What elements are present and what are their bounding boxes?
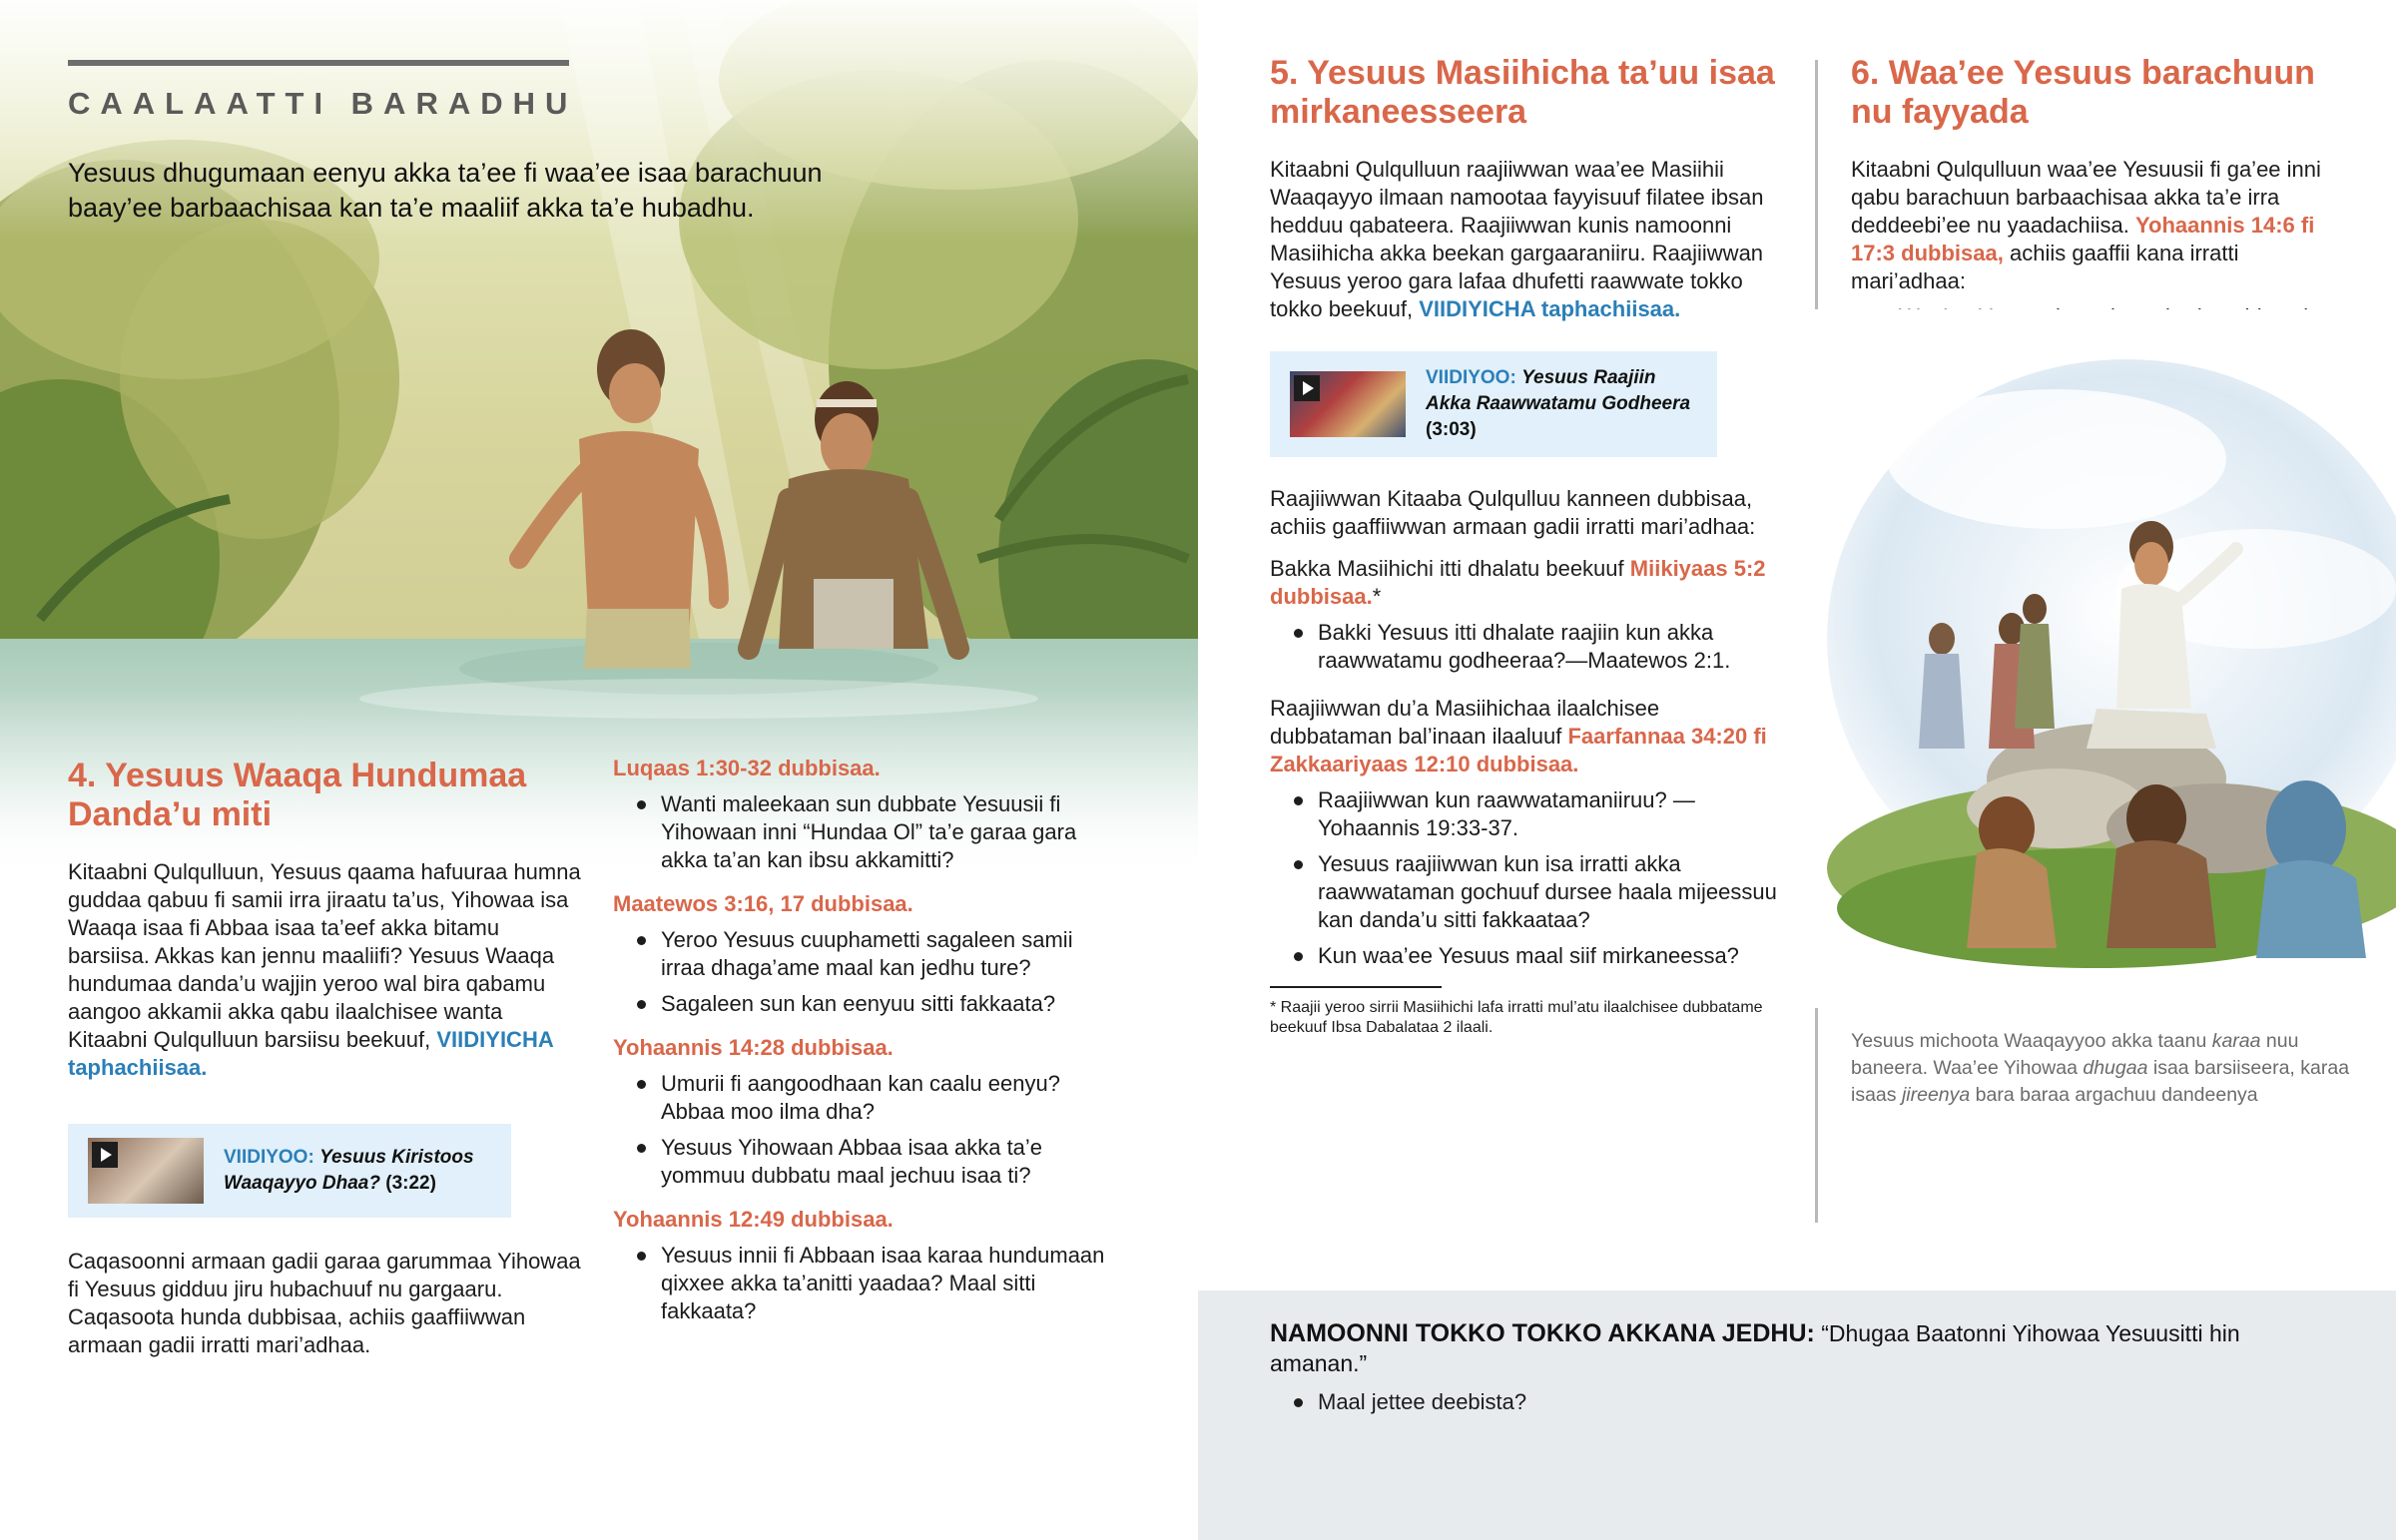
scripture-ref: Yohaannis 14:28 dubbisaa. — [613, 1035, 894, 1060]
some-people-say-box — [1198, 1290, 2396, 1540]
question-item: Yesuus Yihowaan Abbaa isaa akka ta’e yommuu dubbatu maal jechuu isaa ti? — [613, 1134, 1112, 1190]
section-6-body — [1851, 156, 2350, 295]
question-item: Wanti maleekaan sun dubbate Yesuusii fi Yihowaan inni “Hundaa Ol” ta’e garaa gara akka ta’an kan ibsu akkamitti? — [613, 790, 1112, 874]
question-item: Umurii fi aangoodhaan kan caalu eenyu? Abbaa moo ilma dha? — [613, 1070, 1112, 1126]
question-list — [613, 1242, 1112, 1325]
question-item: Maal jettee deebista? — [1270, 1388, 2268, 1416]
section-5-para2: Raajiiwwan Kitaaba Qulqulluu kanneen dubbisaa, achiis gaaffiiwwan armaan gadii irratti mari’adhaa: — [1270, 486, 1756, 539]
right-page — [1198, 0, 2396, 1540]
lesson-kicker: CAALAATTI BARADHU — [68, 86, 578, 121]
video-card-prophecy[interactable] — [1270, 351, 1717, 457]
scripture-ref: Yohaannis 12:49 dubbisaa. — [613, 1207, 894, 1232]
section-4-title: 4. Yesuus Waaqa Hundumaa Danda’u miti — [68, 757, 527, 833]
question-item: Yesuus innii fi Abbaan isaa karaa hundumaan qixxee akka ta’anitti yaadaa? Maal sitti fakkaata? — [613, 1242, 1112, 1325]
caption-part: Yesuus michoota Waaqayyoo akka taanu — [1851, 1030, 2212, 1052]
question-item: Kun waa’ee Yesuus maal siif mirkaneessa? — [1270, 942, 1779, 970]
illustration-caption — [1851, 1028, 2350, 1109]
section-4 — [68, 757, 587, 1359]
baptism-illustration — [0, 0, 1198, 878]
some-people-say-content — [1270, 1318, 2268, 1424]
section-5-para4-text: Raajiiwwan du’a Masiihichaa ilaalchisee dubbataman bal’inaan ilaaluuf — [1270, 696, 1660, 749]
caption-emphasis: dhugaa — [2083, 1057, 2148, 1079]
video-thumbnail[interactable] — [88, 1138, 204, 1204]
caption-part: nuu baneera. Waa’ee Yihowaa — [1851, 1030, 2299, 1079]
header-rule — [68, 60, 569, 66]
video-title: Yesuus Raajiin Akka Raawwatamu Godheera — [1426, 367, 1691, 414]
lesson-intro: Yesuus dhugumaan eenyu akka ta’ee fi waa’ee isaa barachuun baay’ee barbaachisaa kan ta’e maaliif akka ta’e hubadhu. — [68, 158, 823, 223]
section-5 — [1270, 54, 1779, 1038]
section-5-title: 5. Yesuus Masiihicha ta’uu isaa mirkaneesseera — [1270, 54, 1775, 131]
section-5-para4 — [1270, 695, 1779, 778]
section-5-para3-text: Bakka Masiihichi itti dhalatu beekuuf — [1270, 556, 1624, 581]
caption-emphasis: karaa — [2211, 1030, 2261, 1052]
play-icon[interactable] — [92, 1142, 118, 1168]
question-list — [1270, 1388, 2268, 1416]
video-title: Yesuus Kiristoos Waaqayyo Dhaa? — [224, 1147, 474, 1194]
video-thumbnail[interactable] — [1290, 371, 1406, 437]
section-4-body-text: Kitaabni Qulqulluun, Yesuus qaama hafuuraa humna guddaa qabuu fi samii irra jiraatu ta’us, Yihowaa isa Waaqa isaa fi Abbaa isaa ta’eef akka bitamu barsiisa. Akkas kan jennu maaliifi? Yesuus Waaqa hundumaa danda’u wajjin yeroo wal bira qabamu aangoo akkamii akka qabu ilaalchisee wanta Kitaabni Qulqulluun barsiisu beekuuf, — [68, 859, 581, 1052]
question-item: Yeroo Yesuus cuuphametti sagaleen samii irraa dhaga’ame maal kan jedhu ture? — [613, 926, 1112, 982]
some-people-say-text — [1270, 1318, 2268, 1378]
caption-part: isaa barsiiseera, karaa isaas — [1851, 1057, 2350, 1106]
question-item: Raajiiwwan kun raawwatamaniiruu? —Yohaannis 19:33-37. — [1270, 786, 1779, 842]
section-5-body-text: Kitaabni Qulqulluun raajiiwwan waa’ee Masiihii Waaqayyo ilmaan namootaa fayyisuuf filatee ibsan hedduu qabateera. Raajiiwwan kunis namoonni Masiihicha akka beekan gargaaraniiru. Raajiiwwan Yesuus yeroo gara lafaa dhufetti raawwate tokko tokko beekuuf, — [1270, 157, 1764, 321]
scripture-questions-column — [613, 755, 1112, 1333]
scripture-ref: Miikiyaas 5:2 dubbisaa. — [1270, 556, 1766, 609]
footnote: * Raajii yeroo sirrii Masiihichi lafa irratti mul’atu ilaalchisee dubbatame beekuuf Ibsa Dabalataa 2 ilaali. — [1270, 999, 1763, 1036]
question-list — [613, 1070, 1112, 1190]
footnote-rule — [1270, 986, 1442, 988]
scripture-ref: Yohaannis 14:6 fi 17:3 dubbisaa, — [1851, 213, 2315, 265]
section-4-after: Caqasoonni armaan gadii garaa garummaa Yihowaa fi Yesuus gidduu jiru hubachuuf nu gargaaru. Caqasoota hunda dubbisaa, achiis gaaffiiwwan armaan gadii irratti mari’adhaa. — [68, 1249, 581, 1357]
video-caption — [224, 1145, 491, 1197]
some-people-say-quote: “Dhugaa Baatonni Yihowaa Yesuusitti hin amanan.” — [1270, 1320, 2240, 1376]
scripture-ref: Maatewos 3:16, 17 dubbisaa. — [613, 891, 913, 916]
video-label: VIIDIYOO: — [224, 1147, 314, 1168]
section-6-body-text: Kitaabni Qulqulluun waa’ee Yesuusii fi ga’ee inni qabu barachuun barbaachisaa akka ta’e irra deddeebi’ee nu yaadachiisa. — [1851, 157, 2321, 238]
video-label: VIIDIYOO: — [1426, 367, 1516, 388]
caption-part: bara baraa argachuu dandeenya — [1970, 1084, 2258, 1106]
some-people-say-label: NAMOONNI TOKKO TOKKO AKKANA JEDHU: — [1270, 1319, 1815, 1347]
scripture-ref: Faarfannaa 34:20 fi Zakkaariyaas 12:10 dubbisaa. — [1270, 724, 1767, 776]
play-video-link[interactable]: VIIDIYICHA taphachiisaa. — [1419, 296, 1681, 321]
scripture-ref: Luqaas 1:30-32 dubbisaa. — [613, 756, 881, 780]
section-5-para3 — [1270, 555, 1779, 611]
question-list — [1270, 786, 1779, 970]
video-card-jesus-god[interactable] — [68, 1124, 511, 1218]
play-video-link[interactable]: VIIDIYICHA taphachiisaa. — [68, 1027, 553, 1080]
play-icon[interactable] — [1294, 375, 1320, 401]
video-duration: (3:22) — [385, 1173, 436, 1194]
section-5-body — [1270, 156, 1779, 323]
video-duration: (3:03) — [1426, 419, 1477, 440]
caption-emphasis: jireenya — [1901, 1084, 1971, 1106]
footnote-marker: * — [1372, 584, 1382, 609]
question-item: Sagaleen sun kan eenyuu sitti fakkaata? — [613, 990, 1112, 1018]
question-item: Bakki Yesuus itti dhalate raajiin kun akka raawwatamu godheeraa?—Maatewos 2:1. — [1270, 619, 1779, 675]
section-6-title: 6. Waa’ee Yesuus barachuun nu fayyada — [1851, 54, 2315, 131]
question-list — [1270, 619, 1779, 675]
question-list — [613, 790, 1112, 874]
question-list — [613, 926, 1112, 1018]
video-caption — [1426, 365, 1697, 443]
section-4-body — [68, 858, 587, 1082]
jesus-teaching-illustration — [1797, 309, 2396, 1008]
question-item: Yesuus raajiiwwan kun isa irratti akka raawwataman gochuuf dursee haala mijeessuu kan danda’u sitti fakkaataa? — [1270, 850, 1779, 934]
section-6-after: achiis gaaffii kana irratti mari’adhaa: — [1851, 241, 2239, 293]
